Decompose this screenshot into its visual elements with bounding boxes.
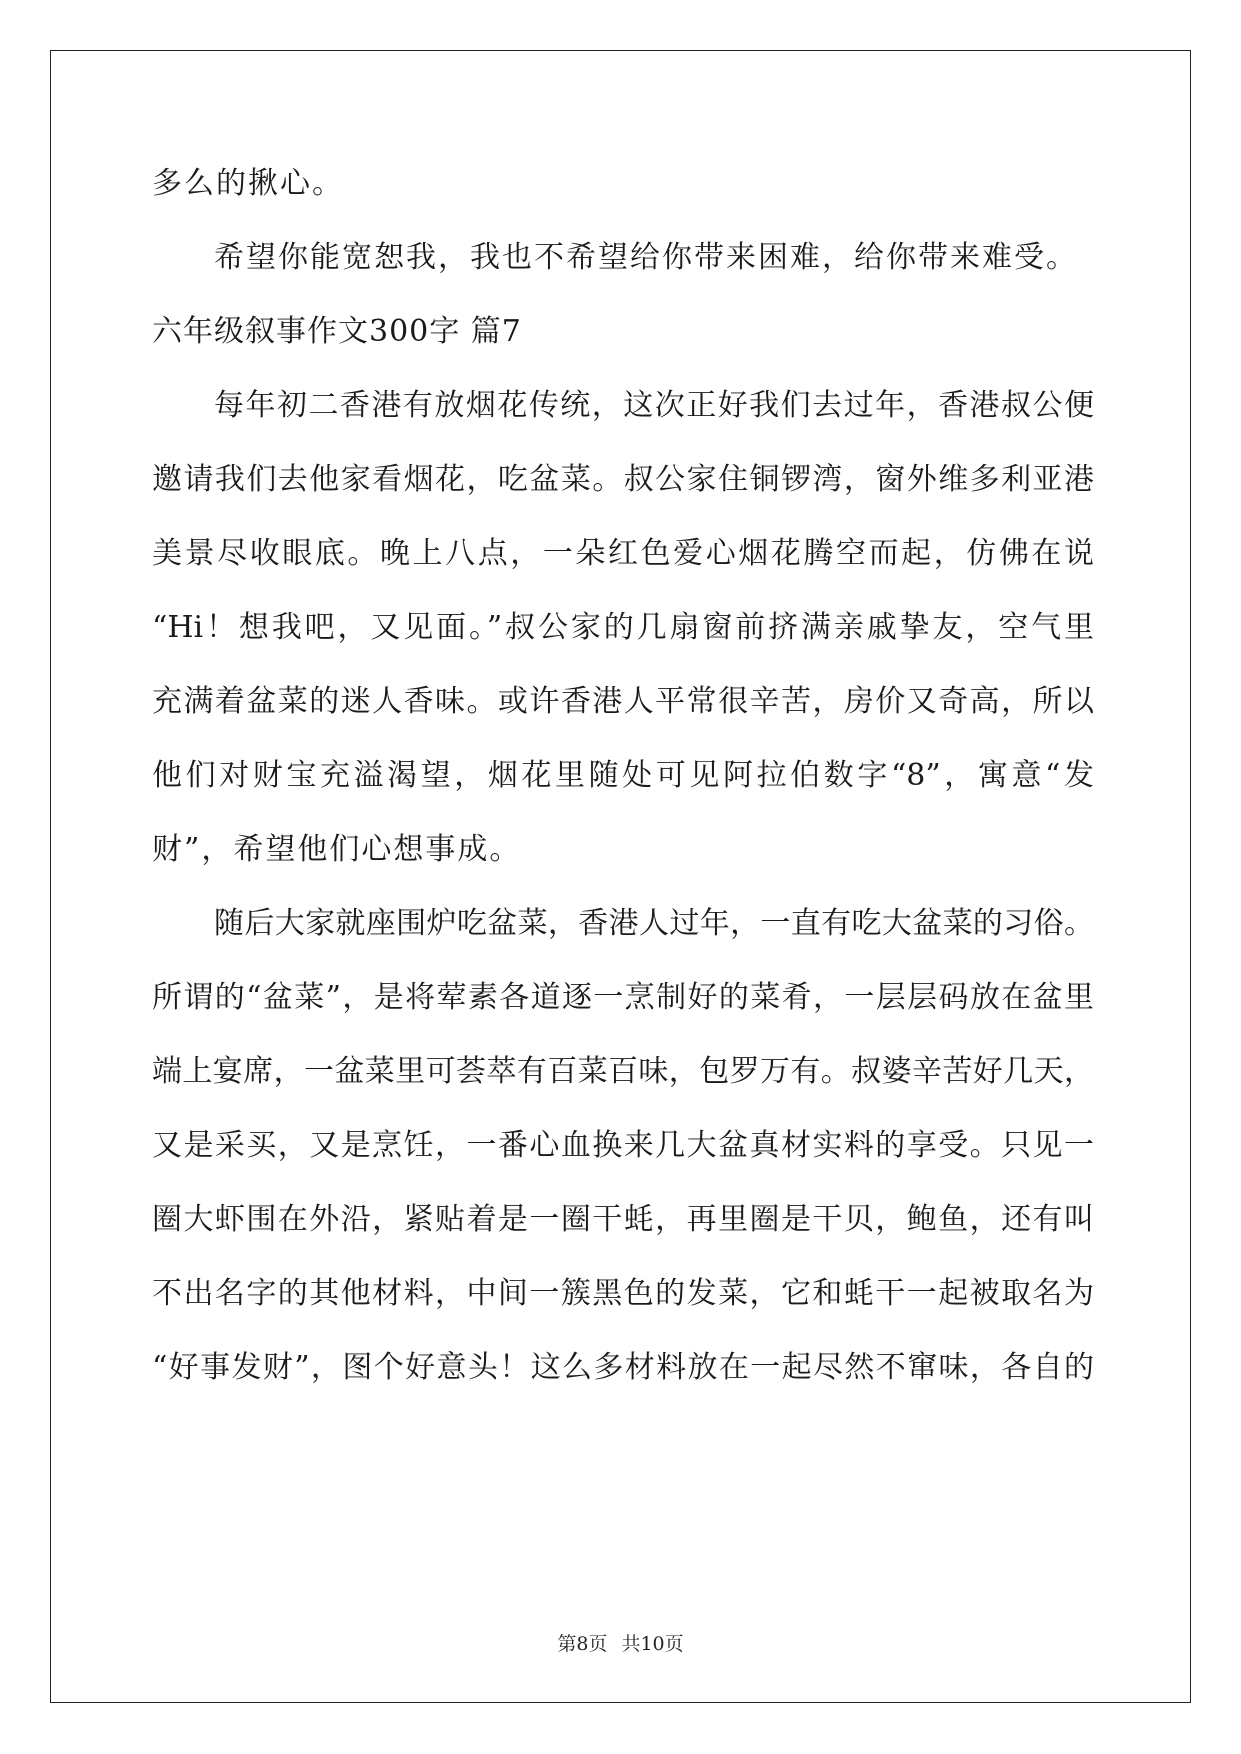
- page-total: 共10页: [621, 1633, 684, 1655]
- text-line: “Hi！想我吧，又见面。”叔公家的几扇窗前挤满亲戚挚友，空气里: [152, 610, 1094, 645]
- text-line: 充满着盆菜的迷人香味。或许香港人平常很辛苦，房价又奇高，所以: [152, 684, 1094, 719]
- text-line: “好事发财”，图个好意头！这么多材料放在一起尽然不窜味，各自的: [152, 1350, 1094, 1385]
- text-line: 他们对财宝充溢渴望，烟花里随处可见阿拉伯数字“8”，寓意“发: [152, 758, 1094, 793]
- text-line: 随后大家就座围炉吃盆菜，香港人过年，一直有吃大盆菜的习俗。: [214, 906, 1094, 941]
- text-line: 多么的揪心。: [152, 166, 344, 201]
- text-line: 每年初二香港有放烟花传统，这次正好我们去过年，香港叔公便: [214, 388, 1094, 423]
- text-line: 邀请我们去他家看烟花，吃盆菜。叔公家住铜锣湾，窗外维多利亚港: [152, 462, 1094, 497]
- text-line: 圈大虾围在外沿，紧贴着是一圈干蚝，再里圈是干贝，鲍鱼，还有叫: [152, 1202, 1094, 1237]
- text-line: 端上宴席，一盆菜里可荟萃有百菜百味，包罗万有。叔婆辛苦好几天，: [152, 1054, 1094, 1089]
- page-number: 第8页: [557, 1633, 608, 1655]
- text-line: 不出名字的其他材料，中间一簇黑色的发菜，它和蚝干一起被取名为: [152, 1276, 1094, 1311]
- page-footer: [0, 1632, 1241, 1656]
- text-line: 所谓的“盆菜”，是将荤素各道逐一烹制好的菜肴，一层层码放在盆里: [152, 980, 1094, 1015]
- page-border: [50, 50, 1191, 1703]
- text-line: 又是采买，又是烹饪，一番心血换来几大盆真材实料的享受。只见一: [152, 1128, 1094, 1163]
- section-heading: 六年级叙事作文300字 篇7: [152, 314, 522, 349]
- text-line: 美景尽收眼底。晚上八点，一朵红色爱心烟花腾空而起，仿佛在说: [152, 536, 1094, 571]
- text-line: 财”，希望他们心想事成。: [152, 832, 522, 867]
- text-line: 希望你能宽恕我，我也不希望给你带来困难，给你带来难受。: [214, 240, 1078, 275]
